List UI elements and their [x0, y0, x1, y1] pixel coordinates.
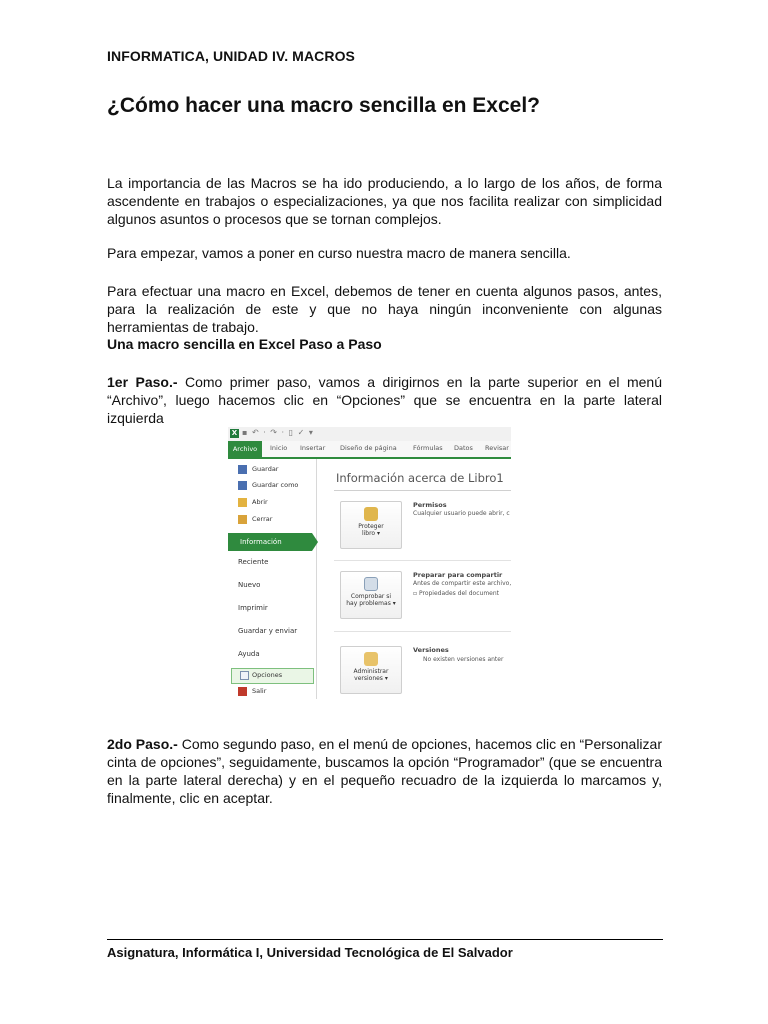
- tab-formulas[interactable]: Fórmulas: [413, 444, 443, 452]
- manage-versions-button[interactable]: [340, 646, 402, 694]
- quick-access-toolbar: [228, 427, 511, 441]
- footer-divider: [107, 939, 663, 940]
- quick-access-icons: ▪ ↶ · ↷ · ▯ ✓ ▾: [242, 428, 314, 437]
- menu-ayuda[interactable]: Ayuda: [238, 650, 260, 658]
- step-2-paragraph: [107, 735, 662, 807]
- info-panel-title: Información acerca de Libro1: [336, 471, 504, 485]
- save-as-icon: [238, 481, 247, 490]
- check-button-label-1: Comprobar si: [350, 593, 392, 600]
- inspect-document-icon: [364, 577, 378, 591]
- menu-guardar-como[interactable]: Guardar como: [252, 481, 299, 489]
- preparar-bullet: ▫ Propiedades del document: [413, 590, 500, 597]
- check-issues-button[interactable]: [340, 571, 402, 619]
- versions-icon: [364, 652, 378, 666]
- tab-inicio[interactable]: Inicio: [270, 444, 288, 452]
- page-footer: Asignatura, Informática I, Universidad Tecnológica de El Salvador: [107, 945, 513, 960]
- menu-salir[interactable]: Salir: [252, 687, 267, 695]
- versions-button-label-1: Administrar: [353, 668, 389, 675]
- step-2-label: 2do Paso.-: [107, 736, 178, 752]
- versions-button-label-2: versiones ▾: [354, 675, 388, 682]
- document-title: ¿Cómo hacer una macro sencilla en Excel?: [107, 94, 540, 117]
- tab-insertar[interactable]: Insertar: [300, 444, 326, 452]
- paragraph-requirements-text: Para efectuar una macro en Excel, debemos de tener en cuenta algunos pasos, antes, para la realización de este y que no haya ningún inconveniente con algunas herramientas de trabajo.: [107, 283, 662, 335]
- paragraph-requirements: [107, 282, 662, 336]
- menu-guardar-enviar[interactable]: Guardar y enviar: [238, 627, 298, 635]
- menu-abrir[interactable]: Abrir: [252, 498, 268, 506]
- excel-backstage-screenshot: [228, 427, 511, 699]
- excel-logo-icon: X: [231, 429, 238, 437]
- step-1-text: Como primer paso, vamos a dirigirnos en la parte superior en el menú “Archivo”, luego hacemos clic en “Opciones” que se encuentra en la parte lateral izquierda: [107, 374, 662, 426]
- tab-datos[interactable]: Datos: [454, 444, 473, 452]
- backstage-sidebar: [228, 459, 317, 699]
- paragraph-intro: [107, 174, 662, 228]
- preparar-heading: Preparar para compartir: [413, 571, 503, 579]
- check-button-label-2: hay problemas ▾: [346, 600, 396, 607]
- section-divider: [334, 560, 511, 561]
- paragraph-start: [107, 244, 662, 262]
- tab-revisar[interactable]: Revisar: [485, 444, 509, 452]
- open-folder-icon: [238, 498, 247, 507]
- menu-imprimir[interactable]: Imprimir: [238, 604, 268, 612]
- tab-diseno-pagina[interactable]: Diseño de página: [340, 444, 397, 452]
- protect-workbook-button[interactable]: [340, 501, 402, 549]
- tab-archivo[interactable]: Archivo: [228, 441, 262, 457]
- menu-informacion[interactable]: Información: [228, 533, 312, 551]
- menu-opciones[interactable]: Opciones: [252, 671, 283, 679]
- permisos-heading: Permisos: [413, 501, 447, 509]
- close-folder-icon: [238, 515, 247, 524]
- preparar-text: Antes de compartir este archivo,: [413, 580, 511, 587]
- permisos-text: Cualquier usuario puede abrir, c: [413, 510, 510, 517]
- save-icon: [238, 465, 247, 474]
- protect-button-label-2: libro ▾: [361, 530, 381, 537]
- paragraph-start-text: Para empezar, vamos a poner en curso nuestra macro de manera sencilla.: [107, 245, 571, 261]
- backstage-info-panel: [318, 459, 511, 699]
- options-icon: [240, 671, 249, 680]
- step-2-text: Como segundo paso, en el menú de opciones, hacemos clic en “Personalizar cinta de opciones”, seguidamente, buscamos la opción “Programador” (que se encuentra en la parte lateral derecha) y en el pequeño recuadro de la izquierda lo marcamos y, finalmente, clic en aceptar.: [107, 736, 662, 806]
- section-subheading: Una macro sencilla en Excel Paso a Paso: [107, 336, 382, 352]
- exit-icon: [238, 687, 247, 696]
- title-divider: [334, 490, 511, 491]
- paragraph-intro-text: La importancia de las Macros se ha ido produciendo, a lo largo de los años, de forma ascendente en trabajos o especializaciones, ya que nos facilita realizar con simplicidad algunos asuntos o procesos que se tornan complejos.: [107, 175, 662, 227]
- menu-reciente[interactable]: Reciente: [238, 558, 269, 566]
- lock-key-icon: [364, 507, 378, 521]
- versiones-heading: Versiones: [413, 646, 449, 654]
- step-1-label: 1er Paso.-: [107, 374, 178, 390]
- menu-nuevo[interactable]: Nuevo: [238, 581, 261, 589]
- step-1-paragraph: [107, 373, 662, 427]
- versiones-text: No existen versiones anter: [423, 656, 504, 663]
- menu-guardar[interactable]: Guardar: [252, 465, 279, 473]
- page-header: INFORMATICA, UNIDAD IV. MACROS: [107, 48, 355, 64]
- section-divider: [334, 631, 511, 632]
- protect-button-label-1: Proteger: [358, 523, 384, 530]
- ribbon-tabs: [228, 441, 511, 459]
- menu-cerrar[interactable]: Cerrar: [252, 515, 273, 523]
